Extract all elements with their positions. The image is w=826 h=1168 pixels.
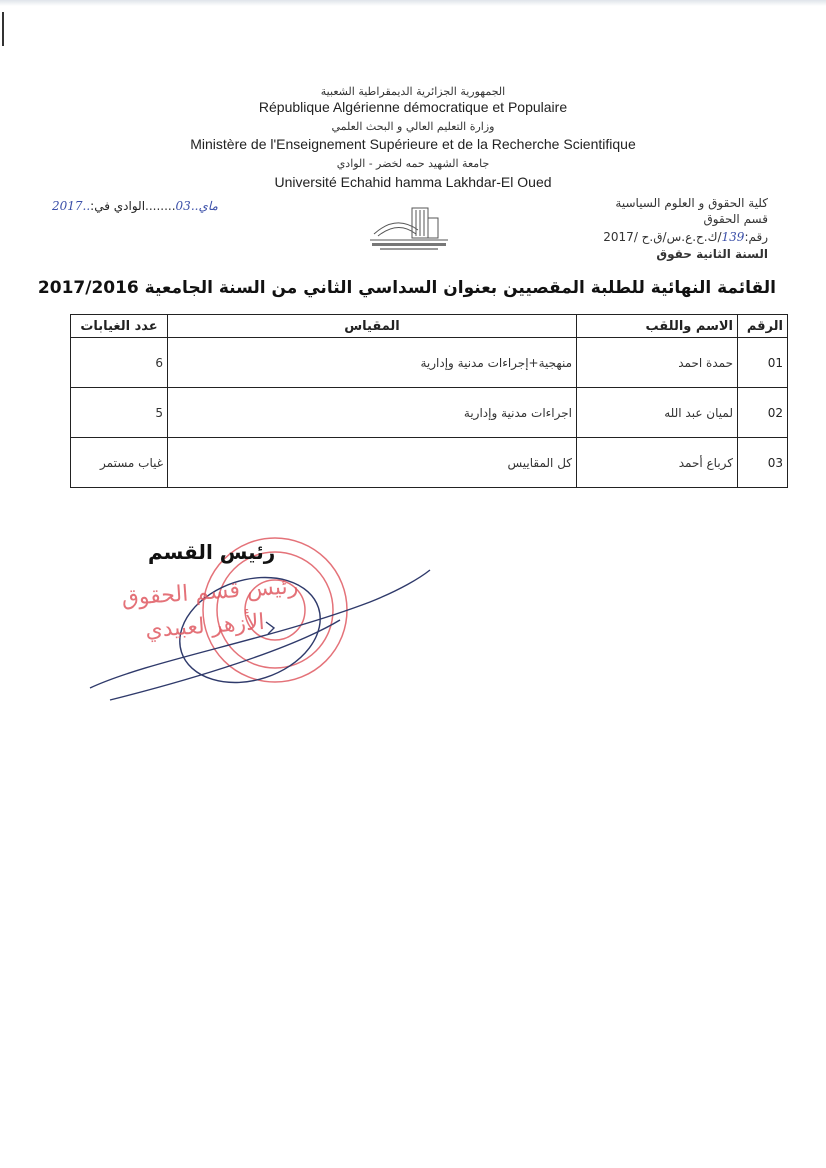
table-row — [71, 338, 788, 388]
ministry-french: Ministère de l'Enseignement Supérieure et de la Recherche Scientifique — [190, 136, 636, 152]
year-level: السنة الثانية حقوق — [656, 247, 768, 261]
ministry-arabic: وزارة التعليم العالي و البحث العلمي — [331, 120, 495, 133]
table-header-row — [71, 315, 788, 338]
page-top-edge — [0, 0, 826, 6]
row-absences-value: 6 — [155, 355, 163, 370]
date-value: 2017..ماي..03 — [52, 199, 218, 213]
row-name: لميان عبد الله — [577, 388, 738, 438]
row-name: حمدة احمد — [577, 338, 738, 388]
university-arabic: جامعة الشهيد حمه لخضر - الوادي — [336, 157, 490, 170]
reference-number: 139 — [721, 230, 745, 244]
faculty-name: كلية الحقوق و العلوم السياسية — [615, 196, 768, 210]
row-module: اجراءات مدنية وإدارية — [168, 388, 577, 438]
republic-french: République Algérienne démocratique et Populaire — [258, 99, 568, 115]
row-module: كل المقاييس — [168, 438, 577, 488]
university-logo — [366, 204, 452, 252]
header-absences: عدد الغيابات — [71, 315, 168, 338]
row-number: 03 — [738, 438, 788, 488]
signature-title: رئيس القسم — [148, 540, 276, 564]
row-absences-value: 5 — [155, 405, 163, 420]
header-module: المقياس — [168, 315, 577, 338]
date-line — [52, 199, 218, 213]
header-number: الرقم — [738, 315, 788, 338]
reference-suffix: /ك.ح.ع.س/ق.ح /2017 — [603, 230, 722, 244]
reference-line — [603, 230, 768, 244]
row-name: كرباع أحمد — [577, 438, 738, 488]
row-absences-value: غياب مستمر — [100, 455, 163, 470]
university-french: Université Echahid hamma Lakhdar-El Oued — [274, 174, 552, 190]
stamp-name-line1: رئيس قسم الحقوق — [120, 573, 300, 612]
header-name: الاسم واللقب — [577, 315, 738, 338]
table-row — [71, 438, 788, 488]
table-row — [71, 388, 788, 438]
stamp-name-line2: الأزهر لعبيدي — [144, 609, 266, 644]
republic-arabic: الجمهورية الجزائرية الديمقراطية الشعبية — [320, 85, 506, 98]
row-module: منهجية+إجراءات مدنية وإدارية — [168, 338, 577, 388]
date-dots: ........ — [145, 199, 176, 213]
reference-prefix: رقم: — [744, 230, 768, 244]
row-number: 01 — [738, 338, 788, 388]
row-absences — [71, 388, 168, 438]
excluded-students-table — [70, 314, 788, 488]
row-absences — [71, 338, 168, 388]
scan-mark — [2, 12, 4, 46]
date-label: الوادي في: — [90, 199, 146, 213]
row-number: 02 — [738, 388, 788, 438]
document-title: القائمة النهائية للطلبة المقصيين بعنوان السداسي الثاني من السنة الجامعية 2017/2016 — [37, 278, 776, 298]
department-name: قسم الحقوق — [703, 212, 768, 226]
row-absences — [71, 438, 168, 488]
